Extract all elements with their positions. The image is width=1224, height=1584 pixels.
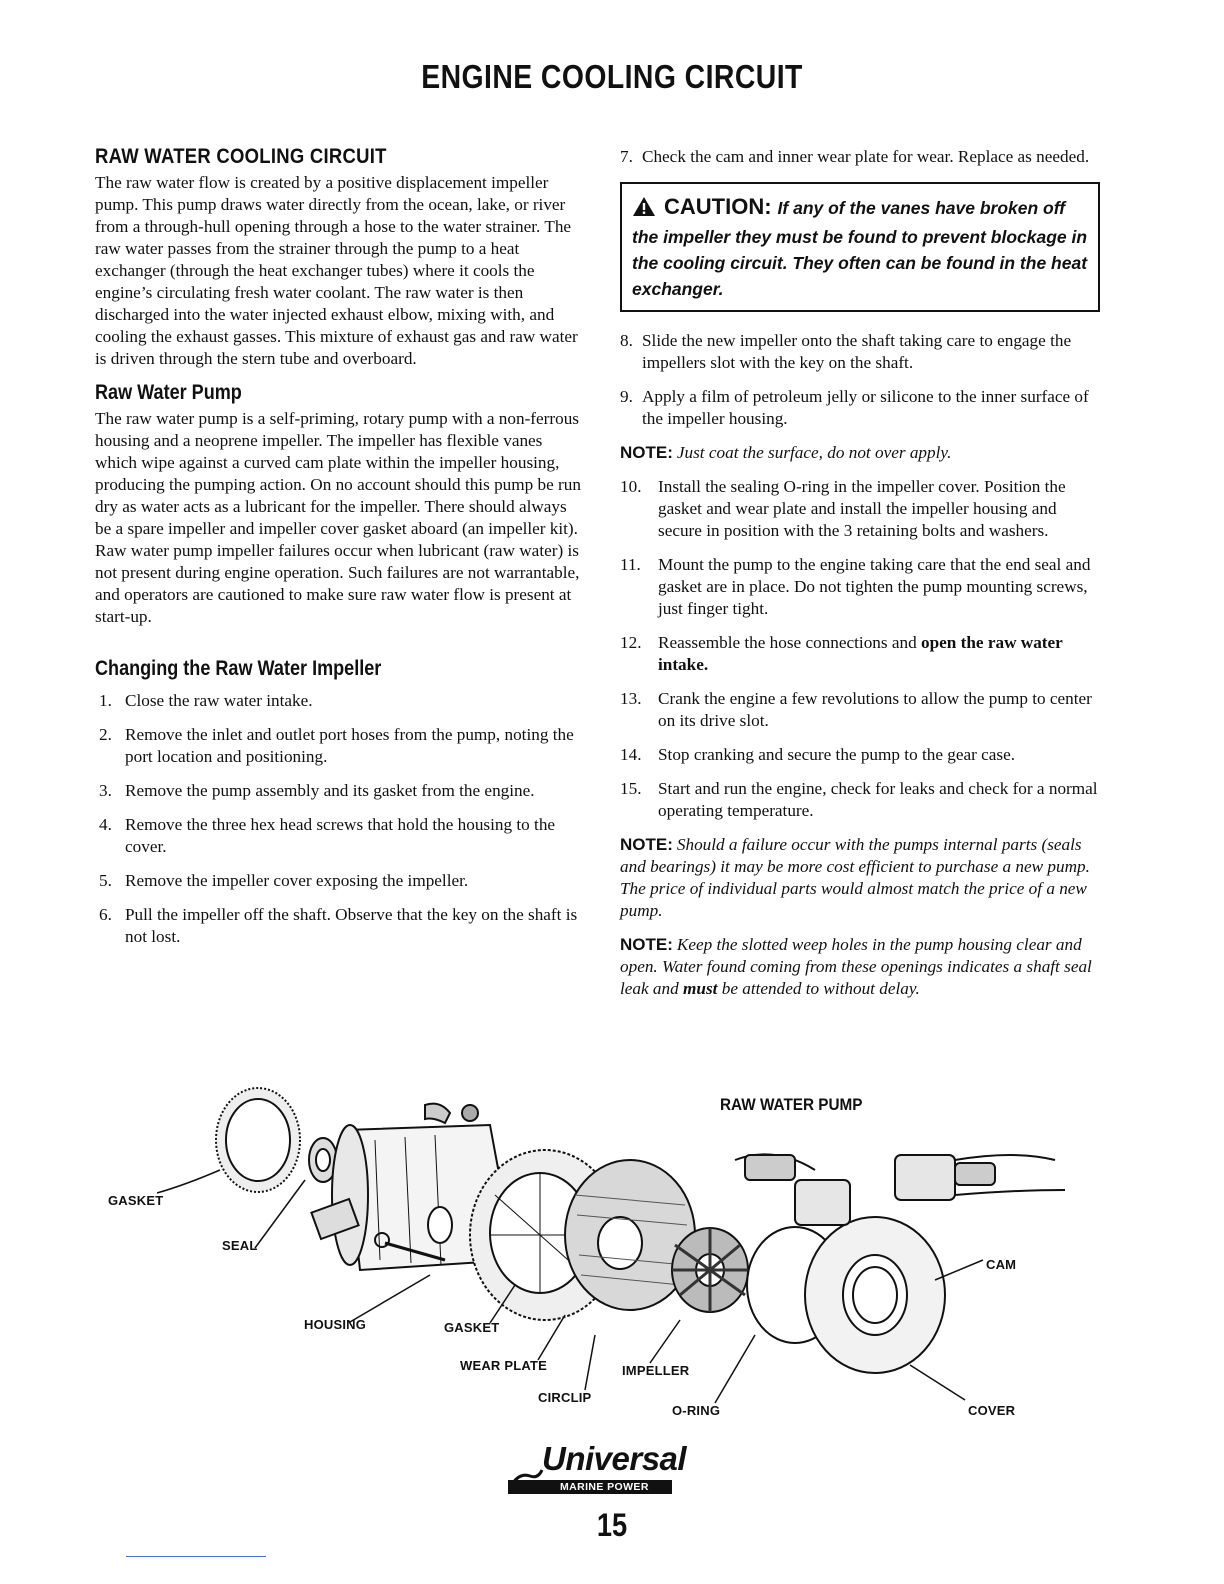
o-ring-leader-line (715, 1335, 755, 1403)
footer-rule (126, 1556, 266, 1557)
step-text: Remove the inlet and outlet port hoses from the pump, noting the port location and positioning. (125, 725, 574, 766)
step-number: 1. (99, 691, 112, 710)
label-gasket: GASKET (108, 1193, 164, 1208)
step-text: Mount the pump to the engine taking care that the end seal and gasket are in place. Do not tighten the pump mounting screws, just finger tight. (658, 555, 1091, 618)
label-wear-plate: WEAR PLATE (460, 1358, 547, 1373)
list-item (95, 690, 585, 712)
label-cam: CAM (986, 1257, 1017, 1272)
list-item (95, 780, 585, 802)
caution-box (620, 182, 1100, 312)
label-seal: SEAL (222, 1238, 258, 1253)
warning-triangle-icon (632, 196, 656, 224)
list-item (620, 632, 1100, 676)
logo-wordmark: Universal (542, 1440, 687, 1477)
gasket-leader-line (157, 1170, 220, 1193)
step-number: 7. (620, 147, 633, 166)
step-text: Slide the new impeller onto the shaft taking care to engage the impellers slot with the key on the shaft. (642, 331, 1072, 372)
step-number: 4. (99, 815, 112, 834)
step-number: 12. (620, 633, 642, 652)
step-text: Pull the impeller off the shaft. Observe that the key on the shaft is not lost. (125, 905, 578, 946)
step-number: 9. (620, 387, 633, 406)
section-title-raw-water-pump: Raw Water Pump (95, 381, 242, 404)
step-text: Install the sealing O-ring in the impeller cover. Position the gasket and wear plate and install the impeller housing and secure in position with the 3 retaining bolts and washers. (658, 477, 1066, 540)
step-number: 3. (99, 781, 112, 800)
step-text: Reassemble the hose connections and (658, 633, 921, 652)
logo-tagline: MARINE POWER (560, 1481, 649, 1493)
step-number: 6. (99, 905, 112, 924)
step-number: 5. (99, 871, 112, 890)
section-title-changing-impeller: Changing the Raw Water Impeller (95, 657, 382, 680)
label-housing: HOUSING (304, 1317, 367, 1332)
note-text: Just coat the surface, do not over apply. (676, 443, 952, 462)
step-text: Close the raw water intake. (125, 691, 313, 710)
step-number: 15. (620, 779, 642, 798)
note-label: NOTE: (620, 835, 673, 854)
wear-plate-leader-line (538, 1315, 565, 1360)
step-number: 11. (620, 555, 641, 574)
label-circlip: CIRCLIP (538, 1390, 592, 1405)
step-number: 13. (620, 689, 642, 708)
cover-leader-line (910, 1365, 965, 1400)
universal-logo (508, 1440, 687, 1500)
note-label: NOTE: (620, 935, 673, 954)
housing-leader-line (350, 1275, 430, 1322)
note-text-bold: must (683, 979, 718, 998)
label-cover: COVER (968, 1403, 1016, 1418)
step-number: 8. (620, 331, 633, 350)
impeller-steps-list-b (620, 476, 1100, 822)
note-coat-surface (620, 442, 1100, 464)
note-text: Keep the slotted weep holes in the pump housing clear and open. Water found coming from these openings indicates a shaft seal leak and (620, 935, 1092, 998)
impeller-steps-list-continued (620, 146, 1100, 168)
right-column (620, 146, 1100, 1012)
list-item (620, 778, 1100, 822)
step-text: Check the cam and inner wear plate for wear. Replace as needed. (642, 147, 1090, 166)
note-weep-holes (620, 934, 1100, 1000)
raw-water-cooling-text: The raw water flow is created by a positive displacement impeller pump. This pump draws water directly from the ocean, lake, or river from a through-hull opening through a hose to the water strainer. The raw water passes from the strainer through the pump to a heat exchanger (through the heat exchanger tubes) where it cools the engine’s circulating fresh water coolant. The raw water is then discharged into the water injected exhaust elbow, mixing with, and cooling the exhaust gasses. This mixture of exhaust gas and raw water is driven through the stern tube and overboard. (95, 173, 578, 368)
step-text: Stop cranking and secure the pump to the gear case. (658, 745, 1015, 764)
step-text: Remove the impeller cover exposing the impeller. (125, 871, 469, 890)
list-item (620, 146, 1100, 168)
raw-water-pump-exploded-diagram (95, 1085, 1135, 1430)
list-item (95, 724, 585, 768)
raw-water-pump-text: The raw water pump is a self-priming, rotary pump with a non-ferrous housing and a neoprene impeller. The impeller has flexible vanes which wipe against a curved cam plate within the impeller housing, producing the pumping action. On no account should this pump be run dry as water acts as a lubricant for the impeller. There should always be a spare impeller and impeller cover gasket aboard (an impeller kit). Raw water pump impeller failures occur when lubricant (raw water) is not present during engine operation. Such failures are not warrantable, and operators are cautioned to make sure raw water flow is present at start-up. (95, 409, 581, 626)
circlip-leader-line (585, 1335, 595, 1390)
note-label: NOTE: (620, 443, 673, 462)
impeller-drawing (672, 1228, 748, 1312)
impeller-leader-line (650, 1320, 680, 1363)
list-item (620, 554, 1100, 620)
caution-heading: CAUTION: (664, 194, 772, 219)
step-text: Apply a film of petroleum jelly or silicone to the inner surface of the impeller housing. (642, 387, 1089, 428)
caution-text: If any of the vanes have broken off the impeller they must be found to prevent blockage in the cooling circuit. They often can be found in the heat exchanger. (632, 198, 1088, 299)
note-text: be attended to without delay. (717, 979, 920, 998)
page-number: 15 (596, 1507, 628, 1543)
list-item (95, 870, 585, 892)
label-gasket-2: GASKET (444, 1320, 500, 1335)
section-title-raw-water-cooling: RAW WATER COOLING CIRCUIT (95, 145, 387, 168)
gasket-ring-drawing (216, 1088, 300, 1192)
list-item (95, 814, 585, 858)
note-text: Should a failure occur with the pumps internal parts (seals and bearings) it may be more cost efficient to purchase a new pump. The price of individual parts would almost match the price of a new pump. (620, 835, 1090, 920)
note-cost-efficient (620, 834, 1100, 922)
step-text: Start and run the engine, check for leaks and check for a normal operating temperature. (658, 779, 1098, 820)
figure-title: RAW WATER PUMP (720, 1095, 863, 1114)
step-text: Crank the engine a few revolutions to allow the pump to center on its drive slot. (658, 689, 1092, 730)
step-number: 2. (99, 725, 112, 744)
list-item (95, 904, 585, 948)
list-item (620, 744, 1100, 766)
label-impeller: IMPELLER (622, 1363, 690, 1378)
list-item (620, 476, 1100, 542)
left-column (95, 146, 585, 960)
list-item (620, 688, 1100, 732)
page-title: ENGINE COOLING CIRCUIT (421, 58, 803, 95)
impeller-steps-list (95, 690, 585, 948)
list-item (620, 386, 1100, 430)
step-number: 10. (620, 477, 642, 496)
list-item (620, 330, 1100, 374)
step-text: Remove the pump assembly and its gasket from the engine. (125, 781, 535, 800)
label-o-ring: O-RING (672, 1403, 721, 1418)
impeller-steps-list-a (620, 330, 1100, 430)
step-number: 14. (620, 745, 642, 764)
step-text-bold: open the raw water intake. (658, 633, 1063, 674)
step-text: Remove the three hex head screws that hold the housing to the cover. (125, 815, 556, 856)
